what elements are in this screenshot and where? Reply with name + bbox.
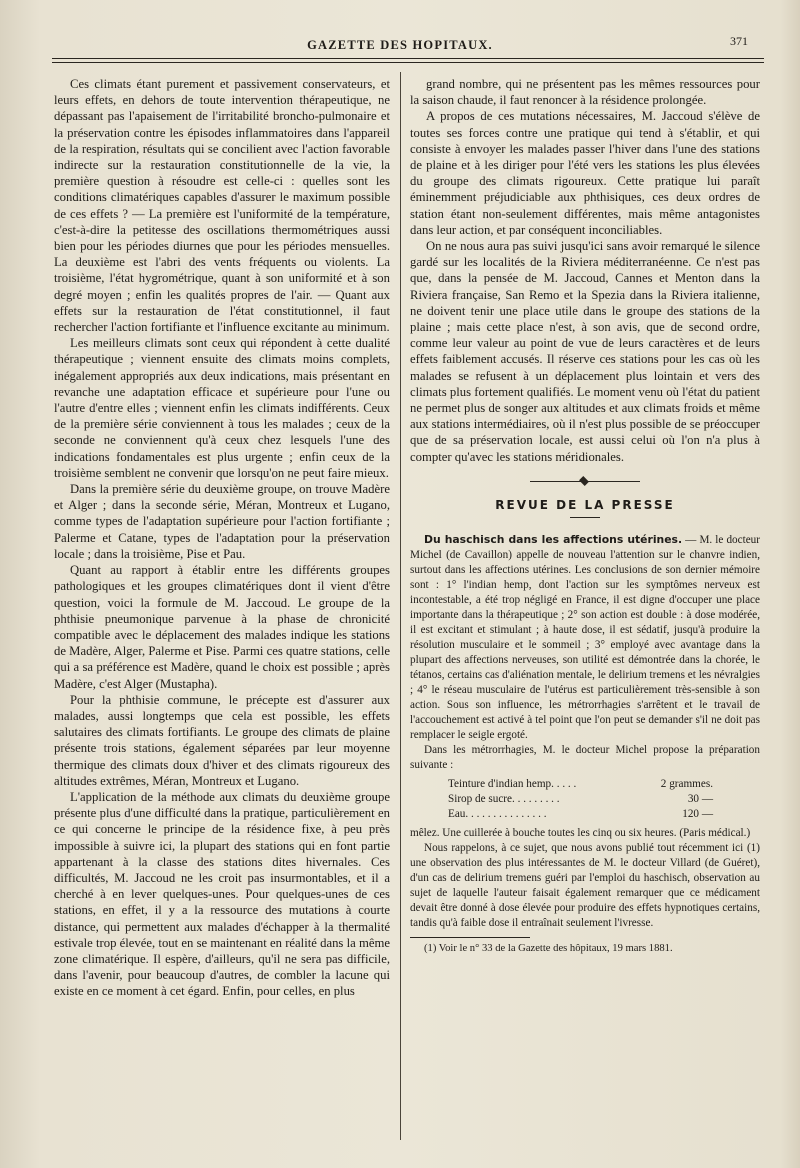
recipe-row <box>448 792 760 807</box>
running-header: GAZETTE DES HOPITAUX. <box>307 38 493 52</box>
paragraph: Quant au rapport à établir entre les différents groupes pathologiques et les groupes climatériques dont il vient d'être question, voici la formule de M. Jaccoud. Le groupe de la phthisie pneumonique parvenue à la phase de chronicité compatible avec le déplacement des malades indique les stations de Madère, Alger, Palerme et Pise. Parmi ces quatre stations, celle qui a sa préférence est Madère, quand le choix est possible ; après Madère, c'est Alger (Mustapha). <box>54 563 390 691</box>
recipe-ingredient: Teinture d'indian hemp. . . . . <box>448 778 577 791</box>
left-column <box>54 76 390 1000</box>
recipe-row <box>448 807 760 822</box>
recipe-quantity: 2 grammes. <box>660 778 713 791</box>
article-closing: Nous rappelons, à ce sujet, que nous avons publié tout récemment ici (1) une observation des plus intéressantes de M. le docteur Villard (de Guéret), d'un cas de delirium tremens guéri par l'emploi du haschisch, observation au sujet de laquelle l'auteur faisait également remarquer que ce médicament devait être donné à dose élevée pour produire des effets hypnotiques certains, tandis qu'à faible dose il entraînait seulement l'ivresse. <box>410 842 760 930</box>
section-rule <box>570 517 600 518</box>
press-article <box>410 532 760 956</box>
paragraph: grand nombre, qui ne présentent pas les mêmes ressources pour la saison chaude, il faut renoncer à la résidence prolongée. <box>410 77 760 108</box>
header-rule <box>52 58 764 59</box>
column-divider <box>400 72 401 1140</box>
recipe-ingredient: Sirop de sucre. . . . . . . . . <box>448 793 560 806</box>
article-intro <box>410 532 760 743</box>
footnote-rule <box>410 937 530 938</box>
recipe-ingredient: Eau. . . . . . . . . . . . . . . <box>448 808 547 821</box>
header-rule-thin <box>52 62 764 63</box>
recipe-quantity: 120 — <box>682 808 713 821</box>
paragraph: Pour la phthisie commune, le précepte est d'assurer aux malades, aussi longtemps que cela est possible, les effets salutaires des climats fortifiants. Le groupe des climats de plaine présente trois stations, également séparées par leur moyenne thermique des climats doux d'hiver et des climats rigoureux des altitudes extrêmes, Méran, Montreux et Lugano. <box>54 692 390 788</box>
article-intro-text: — M. le docteur Michel (de Cavaillon) appelle de nouveau l'attention sur le chanvre indien, surtout dans les affections utérines. Les conclusions de son dernier mémoire sont : 1° l'indian hemp, dont l'action sur les symptômes nerveux est incontestable, a été trop négligé en France, il est digne d'occuper une place importante dans la thérapeutique ; 2° son action est double : à dose modérée, il est excitant et stimulant ; à haute dose, il est sédatif, jusqu'à produire la résolution musculaire et le sommeil ; 3° employé avec avantage dans la plupart des affections nerveuses, son utilité est démontrée dans la chorée, le tétanos, certains cas d'aliénation mentale, le delirium tremens et les névralgies ; 4° le réseau musculaire de l'utérus est particulièrement très-sensible à son action. Sous son influence, les métrorrhagies s'arrêtent et le travail de l'accouchement est activé à tel point que l'on peut se demander s'il ne doit pas remplacer le seigle ergoté. <box>410 534 760 742</box>
recipe-row <box>448 777 760 792</box>
paragraph: A propos de ces mutations nécessaires, M. Jaccoud s'élève de toutes ses forces contre une pratique qui tend à s'établir, et qui consiste à envoyer les malades passer l'hiver dans l'une des stations de plaine et à les diriger pour l'été vers les stations les plus élevées du groupe des climats rigoureux. Cette pratique lui paraît éminemment préjudiciable aux phthisiques, ces deux ordres de station étant non-seulement différentes, mais même antagonistes dans leur action, et par conséquent inconciliables. <box>410 109 760 237</box>
recipe-quantity: 30 — <box>687 793 713 806</box>
section-separator <box>410 477 760 485</box>
paragraph: Dans la première série du deuxième groupe, on trouve Madère et Alger ; dans la seconde série, Méran, Montreux et Lugano, comme types de l'adaptation supérieure pour l'action fortifiante ; Palerme et Catane, types de l'adaptation pour la préservation locale ; dans la troisième, Pise et Pau. <box>54 482 390 561</box>
right-column <box>410 76 760 956</box>
page-number: 371 <box>730 34 748 48</box>
recipe-instructions: mêlez. Une cuillerée à bouche toutes les cinq ou six heures. (Paris médical.) <box>410 827 751 840</box>
paragraph: Ces climats étant purement et passivement conservateurs, et leurs effets, en dehors de toute intervention thérapeutique, ne dépassant pas l'apaisement de l'irritabilité broncho-pulmonaire et la préservation contre les épisodes inflammatoires dans l'appareil de la respiration, résultats qui se concilient avec l'action favorable indirecte sur la restauration constitutionnelle de la vie, la première question à résoudre est celle-ci : quelles sont les conditions climatériques capables d'assurer le maximum possible de ces effets ? — La première est l'uniformité de la température, c'est-à-dire la petitesse des oscillations thermométriques aussi bien pour les périodes diurnes que pour les périodes mensuelles. La deuxième est l'abri des vents fréquents ou violents. La troisième, l'état hygrométrique, quant à son uniformité et à son degré moyen ; enfin les qualités propres de l'air. — Quant aux effets sur la restauration de l'état constitutionnel, il faut rechercher l'action fortifiante et l'influence excitante au minimum. <box>54 77 390 335</box>
paragraph: Les meilleurs climats sont ceux qui répondent à cette dualité thérapeutique ; viennent ensuite des climats moins complets, inégalement appropriés aux deux indications, mais présentant en revanche une adaptation efficace et supérieure pour l'une ou l'autre d'entre elles ; viennent enfin les climats indifférents. Ceux de la première série conviennent à tous les malades ; ceux de la seconde ne conviennent qu'à ceux chez lesquels l'une des indications fondamentales est plus urgente ; enfin ceux de la troisième semblent ne convenir que lorsqu'on ne peut faire mieux. <box>54 336 390 480</box>
article-prep: Dans les métrorrhagies, M. le docteur Michel propose la préparation suivante : <box>410 744 760 772</box>
recipe-table <box>448 777 760 822</box>
paragraph: L'application de la méthode aux climats du deuxième groupe présente plus d'une difficulté dans la pratique, particulièrement en ce qui concerne le principe de la résidence fixe, à peu près impossible à suivre ici, la plupart des stations qui en font partie appartenant à la classe des stations dites hivernales. Ces difficultés, M. Jaccoud ne les croit pas insurmontables, et il a cherché à en lever quelques-unes. Pour quelques-unes de ces stations, en effet, il y a la ressource des mutations à courte distance, qui permettent aux malades d'échapper à la thermalité estivale trop élevée, tout en se maintenant en réalité dans la même zone climatérique. Il espère, d'ailleurs, qu'il ne sera pas difficile, dans l'avenir, pour beaucoup d'autres, de combler la lacune qui existe en ce moment à cet égard. Enfin, pour celles, en plus <box>54 789 390 999</box>
footnote: (1) Voir le n° 33 de la Gazette des hôpitaux, 19 mars 1881. <box>424 943 673 955</box>
section-title: REVUE DE LA PRESSE <box>495 497 675 512</box>
article-heading: Du haschisch dans les affections utérines. <box>424 533 683 547</box>
paragraph: On ne nous aura pas suivi jusqu'ici sans avoir remarqué le silence gardé sur les localités de la Riviera méditerranéenne. Ce n'est pas que, dans la pensée de M. Jaccoud, Cannes et Menton dans la Riviera française, San Remo et la Spezia dans la Riviera italienne, ne doivent tenir une place utile dans le groupe des stations de la plaine ; mais cette place n'est, à son avis, que de second ordre, comme leur valeur au point de vue de leurs caractères et de leurs effets faiblement accusés. Il réserve ces stations pour les cas où les malades se refusent à un déplacement plus lointain et vers des climats plus fortement qualifiés. Le moment venu où l'état du patient ne permet plus de songer aux altitudes et aux climats froids et même aux stations intermédiaires, où il n'est plus possible de se préoccuper que de sa préservation locale, est aussi celui où l'on n'a plus à compter qu'avec les stations méridionales. <box>410 239 760 464</box>
